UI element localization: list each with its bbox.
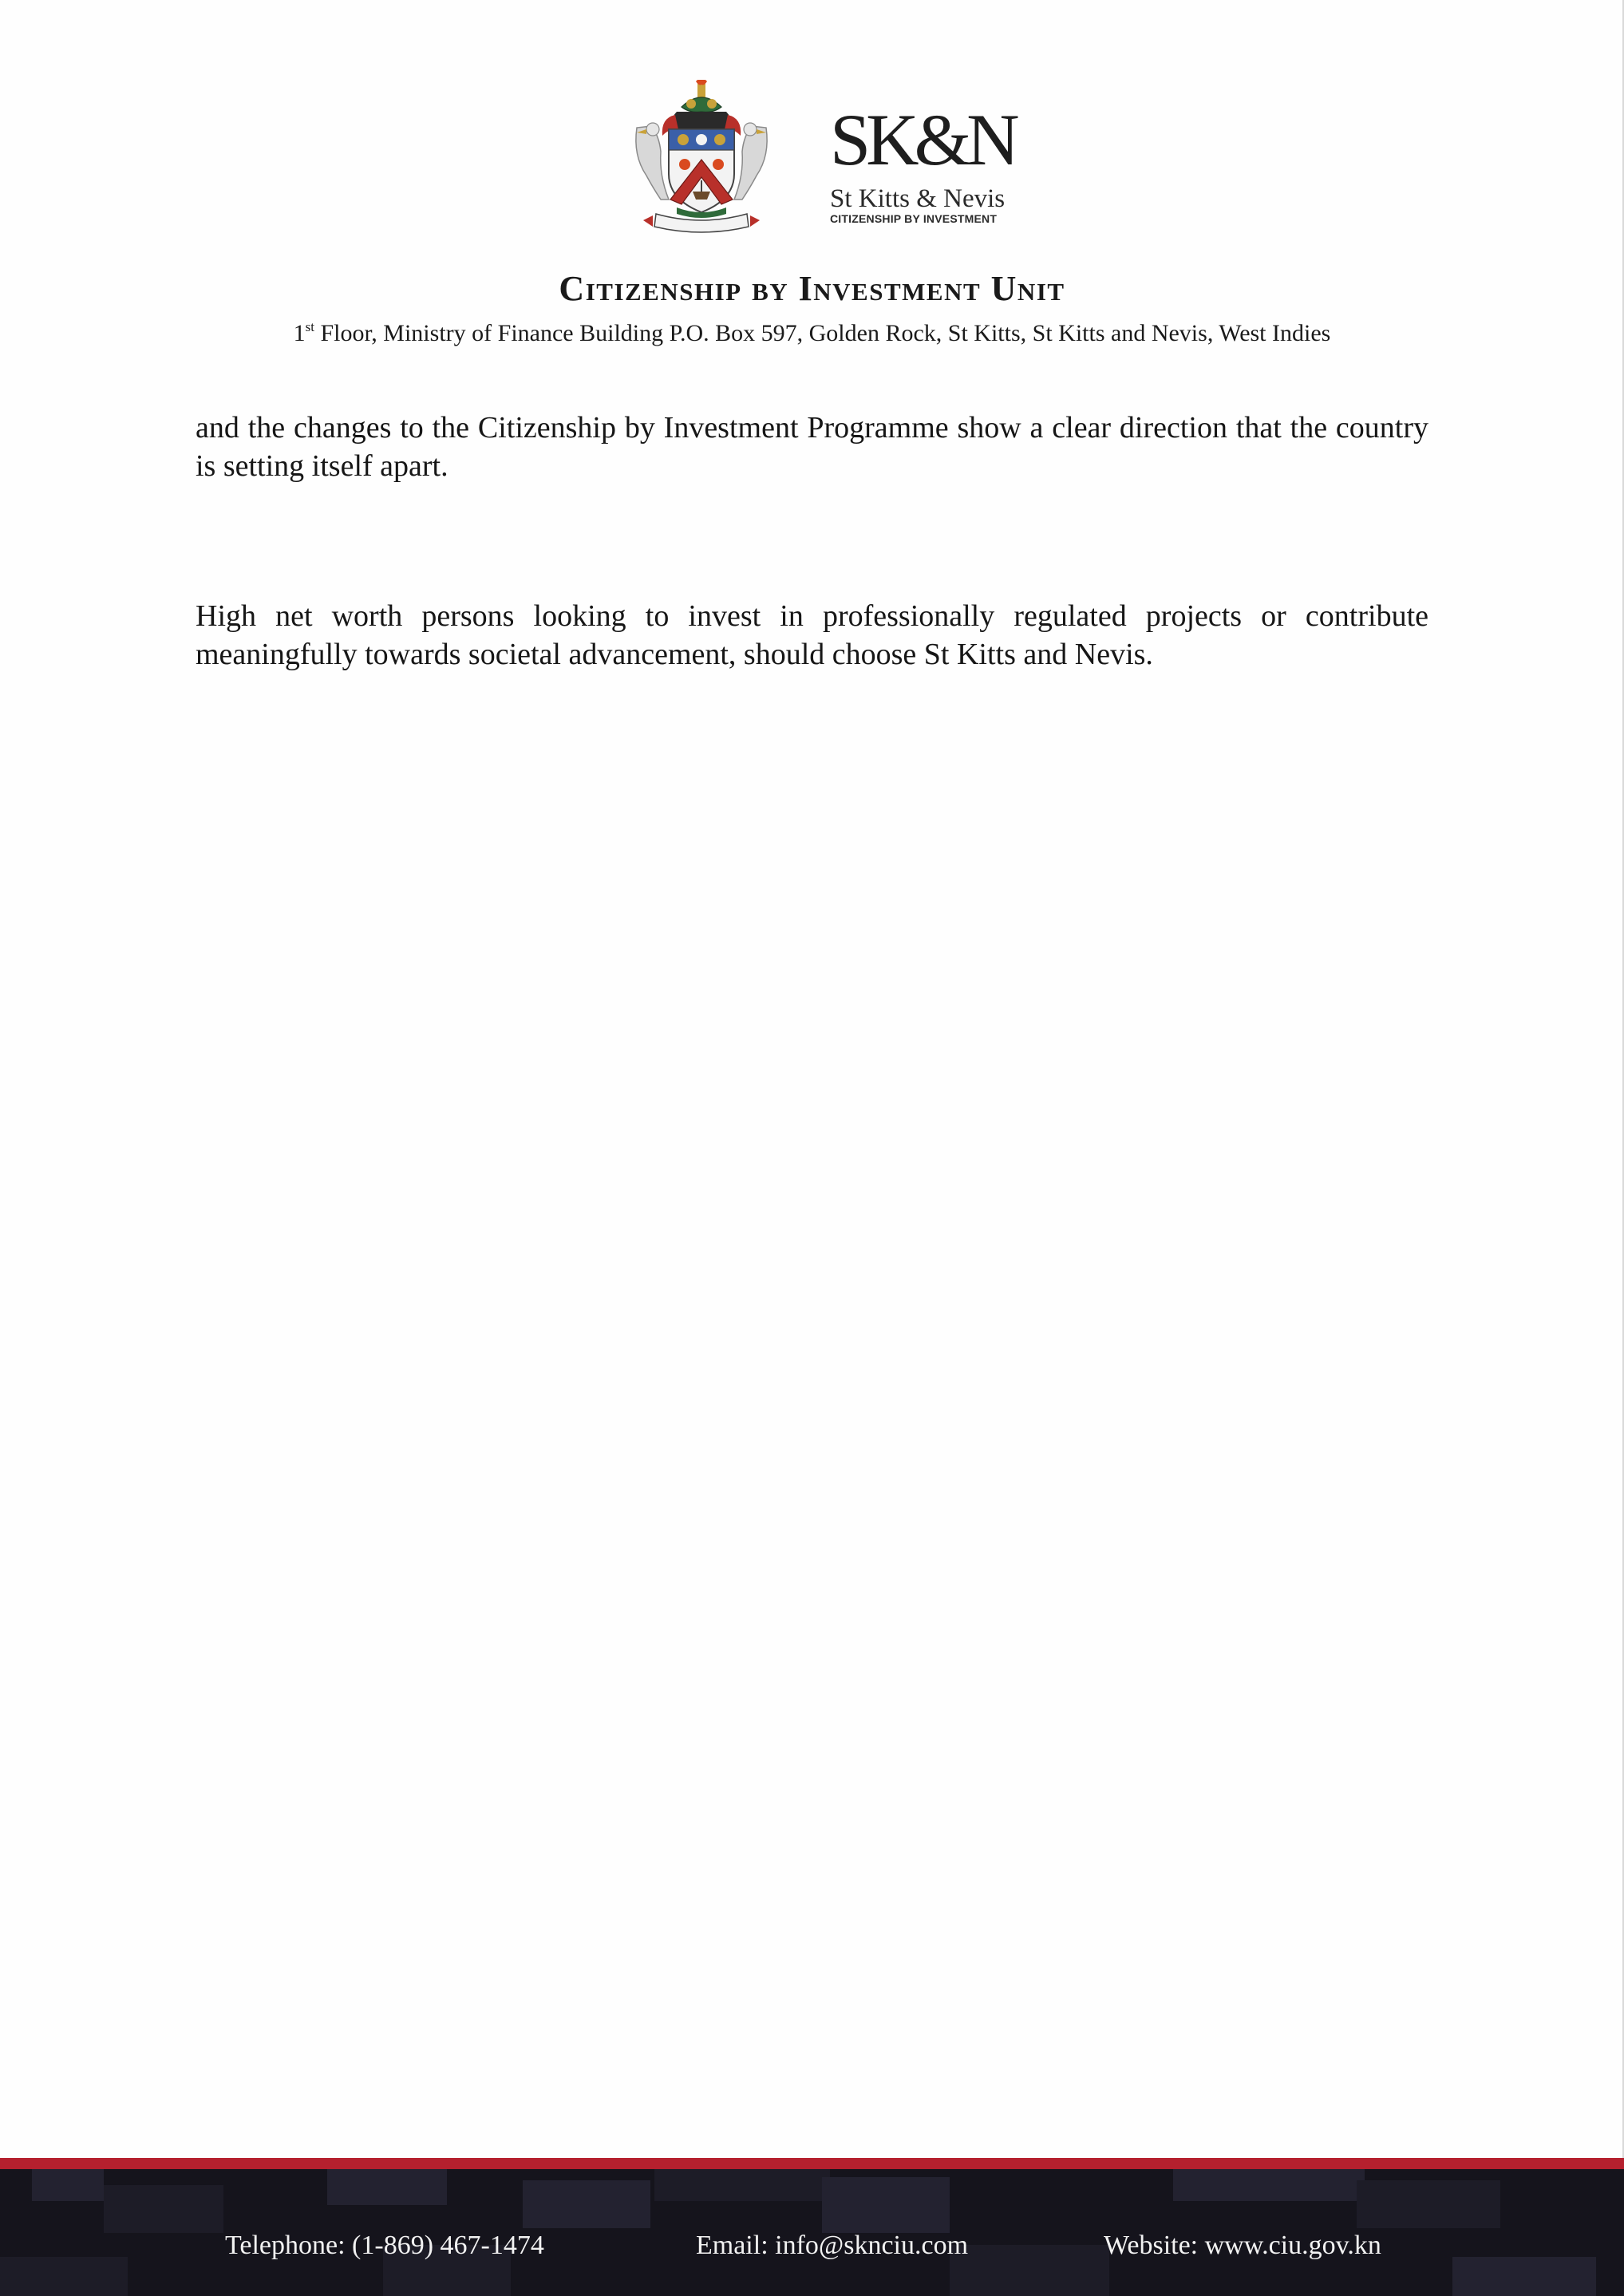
address-line bbox=[0, 319, 1624, 347]
footer-telephone: Telephone: (1-869) 467-1474 bbox=[225, 2231, 544, 2260]
unit-title: Citizenship by Investment Unit bbox=[559, 269, 1065, 308]
footer-website[interactable]: Website: www.ciu.gov.kn bbox=[1104, 2231, 1381, 2260]
address-floor-number: 1 bbox=[293, 320, 306, 346]
body-paragraph-2: High net worth persons looking to invest in professionally regulated projects or contribute meaningfully towards societal advancement, should choose St Kitts and Nevis. bbox=[196, 599, 1428, 671]
footer-red-stripe bbox=[0, 2158, 1624, 2169]
brand-logo: SK&N bbox=[830, 99, 1015, 180]
body-paragraph-1: and the changes to the Citizenship by Investment Programme show a clear direction that the country is setting itself apart. bbox=[196, 411, 1428, 483]
brand-subtitle: CITIZENSHIP BY INVESTMENT bbox=[830, 212, 998, 225]
address-floor-suffix: st bbox=[305, 319, 314, 334]
address-rest: Floor, Ministry of Finance Building P.O. Box 597, Golden Rock, St Kitts, St Kitts and Nevis, West Indies bbox=[314, 320, 1331, 346]
brand-name: St Kitts & Nevis bbox=[830, 184, 1006, 213]
footer-email[interactable]: Email: info@sknciu.com bbox=[696, 2231, 969, 2260]
brand-block bbox=[830, 99, 1015, 225]
coat-of-arms-icon bbox=[629, 80, 774, 239]
